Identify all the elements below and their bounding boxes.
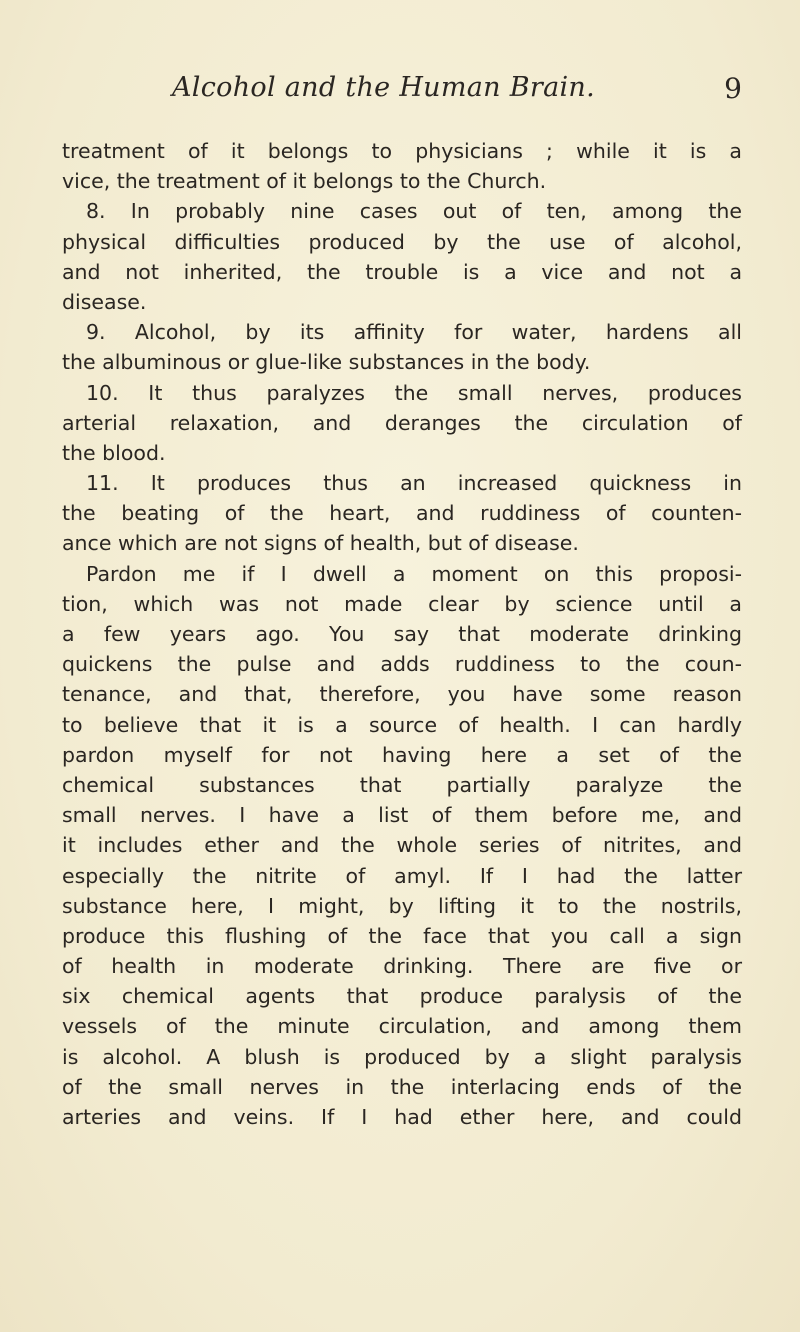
text-line: a few years ago. You say that moderate drinking	[62, 622, 742, 646]
text-line: tenance, and that, therefore, you have some reason	[62, 682, 742, 707]
text-line: arteries and veins. If I had ether here, and could	[62, 1105, 742, 1129]
text-line: chemical substances that partially paralyze the	[62, 772, 742, 797]
running-title: Alcohol and the Human Brain.	[172, 72, 595, 103]
text-line: to believe that it is a source of health. I can hardly	[62, 712, 742, 737]
page-number: 9	[724, 72, 742, 105]
text-line: physical difficulties produced by the use of alcohol,	[62, 229, 742, 254]
text-line: ance which are not signs of health, but of disease.	[62, 531, 579, 556]
page-header	[62, 72, 742, 120]
text-line: 11. It produces thus an increased quickness in	[86, 471, 742, 496]
text-line: 10. It thus paralyzes the small nerves, produces	[86, 380, 742, 405]
text-line: 8. In probably nine cases out of ten, among the	[86, 199, 742, 224]
text-line: vice, the treatment of it belongs to the Church.	[62, 169, 547, 194]
text-line: six chemical agents that produce paralysis of the	[62, 984, 742, 1009]
text-line: Pardon me if I dwell a moment on this proposi-	[86, 561, 742, 586]
text-line: 9. Alcohol, by its affinity for water, hardens all	[86, 320, 742, 345]
text-line: the blood.	[62, 440, 166, 465]
text-line: vessels of the minute circulation, and among them	[62, 1014, 742, 1039]
text-line: it includes ether and the whole series of nitrites, and	[62, 833, 742, 858]
text-line: and not inherited, the trouble is a vice and not a	[62, 259, 742, 284]
text-line: quickens the pulse and adds ruddiness to the coun-	[62, 652, 742, 677]
text-line: especially the nitrite of amyl. If I had the latter	[62, 863, 742, 888]
text-line: treatment of it belongs to physicians ; while it is a	[62, 139, 742, 163]
text-line: small nerves. I have a list of them before me, and	[62, 803, 742, 828]
text-line: the albuminous or glue-like substances in the body.	[62, 350, 591, 375]
text-line: produce this flushing of the face that you call a sign	[62, 923, 742, 948]
text-line: of health in moderate drinking. There are five or	[62, 954, 742, 979]
text-line: the beating of the heart, and ruddiness of counten-	[62, 501, 742, 526]
book-page	[62, 72, 742, 1132]
text-line: of the small nerves in the interlacing ends of the	[62, 1074, 742, 1099]
text-line: pardon myself for not having here a set of the	[62, 742, 742, 767]
text-line: substance here, I might, by lifting it to the nostrils,	[62, 893, 742, 918]
text-line: disease.	[62, 289, 147, 314]
text-line: is alcohol. A blush is produced by a slight paralysis	[62, 1044, 742, 1069]
text-line: tion, which was not made clear by science until a	[62, 591, 742, 616]
body-text	[62, 136, 742, 1132]
text-line: arterial relaxation, and deranges the circulation of	[62, 410, 742, 435]
